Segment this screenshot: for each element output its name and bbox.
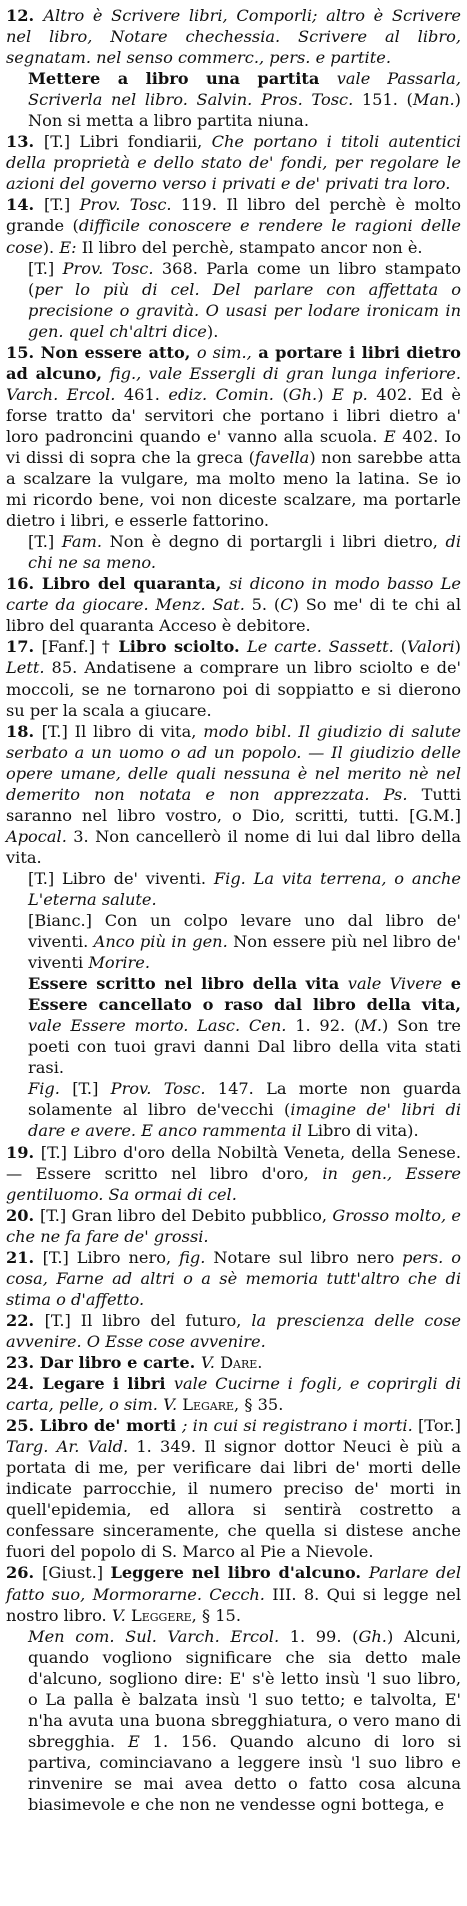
entry-gloss: fig. [179,1247,206,1267]
entry-text: ). [206,321,219,341]
entry-headword: Libro sciolto. [118,637,247,657]
dictionary-entry [6,342,461,531]
dictionary-entry [6,131,461,194]
entry-text: 5. ( [244,595,281,615]
entry-gloss: E: [59,237,77,257]
entry-text: ( [273,384,289,404]
entry-text: Legare, [177,1395,245,1415]
dictionary-entry [6,868,461,910]
entry-text: 1. 156. Quando alcuno di loro si partiva, cominciavano a leggere insù 'l suo libro e rinvenire se mai avea detto o fatto cosa alcuna biasimevole e che non ne vendesse ogni bottega, e [28,1731,461,1814]
entry-text: Dare. [220,1353,263,1372]
entry-gloss: Grosso molto, e che ne fa fare de' grossi. [6,1205,461,1246]
entry-text: Non essere più nel libro de' viventi [28,932,461,973]
entry-gloss: in gen., Essere gentiluomo. Sa ormai di cel. [6,1163,461,1204]
entry-headword: Essere scritto nel libro della vita [28,974,348,994]
dictionary-entry [6,573,461,636]
entry-text: ) [317,384,332,404]
entry-text: 402. Ed è forse tratto da' servitori che portano i libri dietro a' loro padroncini quando e' vanno alla scuola. [6,384,461,446]
entry-gloss: la prescienza delle cose avvenire. O Esse cose avvenire. [6,1310,461,1351]
entry-text: 461. [115,384,169,404]
entry-text: [T.] Libri fondiarii, [43,132,212,152]
entry-text: [T.] [28,532,62,552]
entry-gloss: vale Vivere [347,974,443,994]
entry-gloss: imagine de' libri di dare e avere. E anco rammenta il [28,1100,461,1141]
entry-headword: a portare i libri dietro ad alcuno, [6,342,461,383]
entry-headword: 23. Dar libro e carte. [6,1353,201,1372]
dictionary-entry [6,1415,461,1562]
dictionary-entry [6,910,461,973]
entry-gloss: Gh. [358,1626,387,1646]
entry-headword: 20. [6,1205,40,1225]
entry-gloss: Che portano i titoli autentici della proprietà e dello stato de' fondi, per regolare le azioni del governo verso i privati e de' privati tra loro. [6,132,461,194]
entry-text: [T.] Gran libro del Debito pubblico, [39,1205,333,1225]
entry-gloss: E [127,1731,140,1751]
entry-text: 85. Andatisene a comprare un libro sciolto e de' moccoli, se ne tornarono poi di soppiatto e si dierono su per la scala a giucare. [6,658,461,720]
entry-text: 402. Io vi dissi di sopra che la greca ( [6,426,461,467]
entry-gloss: Fig. [28,1079,60,1099]
entry-text: Non è degno di portargli i libri dietro, [102,532,446,552]
entry-text: 119. Il libro del perchè è molto grande ( [6,195,461,236]
entry-text: Leggere, [125,1605,202,1625]
entry-text: ) [454,637,461,657]
entry-text: [T.] Libro d'oro della Nobiltà Veneta, della Senese. — Essere scritto nel libro d'oro, [6,1142,461,1183]
entry-headword: 25. Libro de' morti [6,1416,182,1436]
entry-text: ). [42,237,60,257]
entry-text: ) Alcuni, quando vogliono significare che sia detto male d'alcuno, sogliono dire: E' s'è letto insù 'l suo libro, o La palla è balzata insù 'l suo tetto; e talvolta, E' n'ha avuta una buona sbregghiatura, o vero mano di sbregghia. [28,1626,461,1751]
entry-gloss: Prov. Tosc. [110,1079,206,1099]
entry-headword: Mettere a libro una partita [28,69,337,89]
entry-gloss: ediz. Comin. [168,384,274,404]
entry-text: [Tor.] [412,1416,461,1436]
entry-text: [T.] Libro nero, [42,1247,180,1267]
dictionary-entry [6,531,461,573]
entry-gloss: C [280,595,293,615]
entry-text: Libro di vita). [301,1121,419,1141]
entry-gloss: Apocal. [6,826,67,846]
entry-gloss: Anco più in gen. [93,932,228,952]
entry-text: [T.] [59,1079,111,1099]
entry-gloss: Men com. Sul. Varch. Ercol. [28,1626,280,1646]
entry-gloss: vale Cucirne i fogli, e coprirgli di carta, pelle, o sim. V. [6,1374,461,1415]
entry-gloss: Fig. La vita terrena, o anche L'eterna salute. [28,868,462,909]
entry-text: ) So me' di te chi al libro del quaranta Acceso è debitore. [6,595,462,636]
entry-headword: e Essere cancellato o raso dal libro della vita, [28,974,461,1015]
entry-gloss: Prov. Tosc. [79,195,172,215]
entry-gloss: pers. o cosa, Farne ad altri o a sè memoria tutt'altro che di stima o d'affetto. [6,1247,461,1309]
entry-gloss: Lett. [6,658,45,678]
entry-headword: Leggere nel libro d'alcuno. [110,1563,369,1583]
entry-gloss: difficile conoscere e rendere le ragioni delle cose [6,216,461,257]
entry-gloss: Altro è Scrivere libri, Comporli; altro è Scrivere nel libro, Notare chechessia. Scrivere al libro, segnatam. nel senso commerc., pers. e partite. [6,6,461,68]
dictionary-entry [6,1310,461,1352]
entry-gloss: Fam. [61,532,103,552]
dictionary-entry [6,636,461,720]
entry-headword: 15. Non essere atto, [6,342,197,362]
entry-headword: 26. [6,1563,42,1583]
dictionary-entry [6,5,461,68]
entry-headword: 13. [6,132,44,152]
entry-gloss: per lo più di cel. Del parlare con affettata o precisione o gravità. O usasi per lodare ironicam in gen. quel ch'altri dice [28,279,461,341]
entry-gloss: Gh. [288,384,318,404]
dictionary-entry [6,1562,461,1625]
entry-headword: 14. [6,195,45,215]
entry-text: ) non sarebbe atta a scalzare la vulgare, ma molto meno la latina. Se io mi ricordo bene, voi non diceste scalzare, ma portarle dietro i libri, e esserle fattorino. [6,447,461,531]
entry-gloss: Targ. Ar. Vald. [6,1437,129,1457]
entry-gloss: Parlare del fatto suo, Mormorarne. Cecch. [6,1563,461,1604]
entry-gloss: Prov. Tosc. [62,258,154,278]
entry-text: [T.] [44,195,80,215]
entry-text: [T.] Il libro del futuro, [44,1310,252,1330]
entry-gloss: fig., vale Essergli di gran lunga inferiore. Varch. Ercol. [6,363,461,404]
entry-gloss: o sim., [196,342,252,362]
dictionary-entry [6,1247,461,1310]
entry-text: [Giust.] [42,1563,111,1583]
entry-text: Notare sul libro nero [205,1247,403,1267]
dictionary-entry [6,1626,461,1815]
dictionary-entry [6,68,461,131]
entry-text: Tutti saranno nel libro vostro, o Dio, scritti, tutti. [G.M.] [6,784,461,825]
entry-text: § 35. [244,1395,284,1415]
entry-text: [Fanf.] † [41,637,119,657]
entry-text: 1. 92. ( [286,1016,361,1036]
entry-gloss: V. [111,1605,126,1625]
entry-text: ( [393,637,407,657]
dictionary-entry [6,1078,461,1141]
entry-text: 1. 99. ( [279,1626,359,1646]
entry-headword: 24. Legare i libri [6,1374,174,1394]
entry-gloss: vale Essere morto. Lasc. Cen. [28,1016,287,1036]
dictionary-entry [6,721,461,868]
dictionary-entry [6,973,461,1078]
entry-gloss: modo bibl. Il giudizio di salute serbato a un uomo o ad un popolo. — Il giudizio delle opere umane, delle quali nessuna è nel merito nè nel demerito non notata e non apprezzata. Ps. [6,721,461,804]
entry-gloss: E p. [331,384,368,404]
entry-gloss: Man. [412,90,455,110]
entry-gloss: E [383,426,396,446]
entry-headword: 22. [6,1310,45,1330]
entry-text: [T.] Il libro di vita, [41,721,204,741]
dictionary-entry [6,1373,461,1415]
entry-text: 3. Non cancellerò il nome di lui dal libro della vita. [6,826,461,867]
entry-gloss: favella [254,447,310,467]
entry-gloss: Le carte. Sassett. [246,637,394,657]
entry-gloss: ; in cui si registrano i morti. [181,1416,413,1436]
entry-text: § 15. [201,1605,241,1625]
dictionary-entry [6,194,461,257]
entry-text: 151. ( [353,90,413,110]
entry-text: 368. Parla come un libro stampato ( [28,258,461,299]
entry-gloss: vale Passarla, Scriverla nel libro. Salvin. Pros. Tosc. [28,69,461,110]
entry-headword: 19. [6,1142,41,1162]
entry-text: [Bianc.] Con un colpo levare uno dal libro de' viventi. [28,911,461,952]
entry-text: ) Son tre poeti con tuoi gravi danni Dal libro della vita stati rasi. [28,1016,461,1078]
entry-gloss: si dicono in modo basso Le carte da giocare. Menz. Sat. [6,574,461,615]
entry-headword: 21. [6,1247,43,1267]
entry-text: [T.] [28,258,63,278]
entry-headword: 12. [6,6,44,25]
dictionary-entry [6,1352,461,1373]
entry-headword: 17. [6,637,42,657]
entry-text: 147. La morte non guarda solamente al libro de'vecchi ( [28,1079,462,1120]
entry-gloss: Valori [406,637,455,657]
entry-gloss: Morire. [88,953,151,973]
entry-text: Il libro del perchè, stampato ancor non è. [76,237,423,257]
entry-gloss: V. [200,1353,221,1372]
entry-text: ) Non si metta a libro partita niuna. [28,90,461,131]
dictionary-entry [6,1205,461,1247]
entry-headword: 18. [6,721,42,741]
dictionary-entry [6,258,461,342]
dictionary-entry [6,1142,461,1205]
entry-gloss: di chi ne sa meno. [28,532,461,573]
entry-headword: 16. Libro del quaranta, [6,574,230,594]
entry-text: [T.] Libro de' viventi. [28,868,214,888]
entry-text: III. 8. Qui si legge nel nostro libro. [6,1584,462,1625]
entry-text: 1. 349. Il signor dottor Neuci è più a portata di me, per verificare dai libri de' morti delle indicate parrocchie, il numero preciso de' morti in quell'epidemia, ed allora si sentirà costretto a confessare sinceramente, che quella si distese anche fuori del popolo di S. Marco al Pie a Nievole. [6,1437,461,1562]
entry-gloss: M. [360,1016,383,1036]
